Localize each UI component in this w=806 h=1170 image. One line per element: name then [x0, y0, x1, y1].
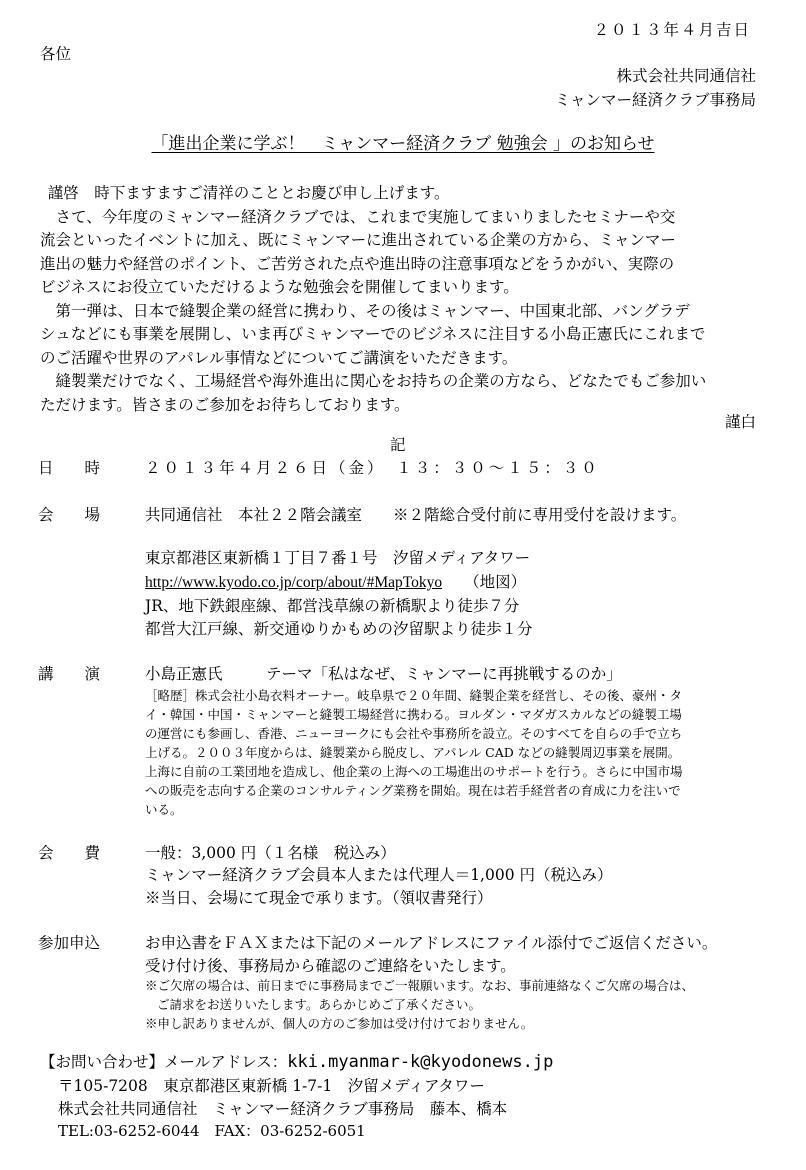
- bio-line: の運営にも参画し、香港、ニューヨークにも会社や事務所を設立。そのすべてを自らの手で立ち: [145, 726, 683, 741]
- para2-line: のご活躍や世界のアパレル事情などについてご講演をいただきます。: [40, 348, 518, 367]
- bio-line: 上げる。２００３年度からは、縫製業から脱皮し、アパレル CAD などの縫製周辺事業を展開。: [145, 745, 681, 760]
- access-line-2: 都営大江戸線、新交通ゆりかもめの汐留駅より徒歩１分: [145, 620, 533, 638]
- para3-line: 縫製業だけでなく、工場経営や海外進出に関心をお持ちの企業の方なら、どなたでもご参加い: [55, 372, 707, 390]
- bio-line: ［略歴］株式会社小島衣料オーナー。岐阜県で２０年間、縫製企業を経営し、その後、豪州・タ: [145, 688, 683, 703]
- para1-line: ビジネスにお役立ていただけるような勉強会を開催してまいります。: [40, 278, 519, 296]
- date-value: ２０１３年４月２６日（金） １３：３０〜１５：３０: [145, 459, 600, 477]
- para3-line: ただけます。皆さまのご参加をお待ちしております。: [40, 395, 410, 414]
- contact-office: 株式会社共同通信社 ミャンマー経済クラブ事務局 藤本、橋本: [58, 1100, 508, 1118]
- apply-label: 参加申込: [38, 934, 101, 952]
- contact-phone-fax: TEL:03-6252-6044 FAX：03-6252-6051: [58, 1122, 366, 1140]
- document-title: 「進出企業に学ぶ！ ミャンマー経済クラブ 勉強会 」のお知らせ: [151, 134, 655, 154]
- lecture-theme: テーマ「私はなぜ、ミャンマーに再挑戦するのか」: [266, 665, 622, 683]
- venue-label: 会 場: [38, 506, 101, 524]
- document-date: ２０１３年４月吉日: [593, 21, 751, 39]
- map-link[interactable]: http://www.kyodo.co.jp/corp/about/#MapTokyo: [145, 574, 443, 591]
- venue-address: 東京都港区東新橋１丁目７番１号 汐留メディアタワー: [145, 549, 531, 567]
- para2-line: シュなどにも事業を展開し、いま再びミャンマーでのビジネスに注目する小島正憲氏にこれまで: [40, 325, 706, 343]
- map-label: （地図）: [464, 573, 527, 591]
- contact-label: 【お問い合わせ】メールアドレス：: [40, 1053, 288, 1071]
- contact-address: 〒105-7208 東京都港区東新橋 1-7-1 汐留メディアタワー: [58, 1077, 485, 1095]
- bio-line: への販売を志向する企業のコンサルティング業務を開始。現在は若手経営者の育成に力を注いで: [145, 783, 681, 798]
- fee-label: 会 費: [38, 844, 101, 862]
- bio-line: いる。: [145, 802, 183, 817]
- contact-row: [40, 1051, 553, 1073]
- date-label: 日 時: [38, 459, 101, 477]
- sender-company: 株式会社共同通信社: [616, 67, 756, 85]
- fee-member: ミャンマー経済クラブ会員本人または代理人＝1,000 円（税込み）: [145, 866, 613, 884]
- letter-body: [40, 182, 770, 417]
- para2-line: 第一弾は、日本で縫製企業の経営に携わり、その後はミャンマー、中国東北部、バングラデ: [55, 301, 690, 320]
- apply-note-3: ※申し訳ありませんが、個人の方のご参加は受け付けておりません。: [145, 1016, 534, 1031]
- sender-office: ミャンマー経済クラブ事務局: [554, 91, 756, 109]
- recipient: 各位: [40, 45, 72, 63]
- greeting: 謹啓 時下ますますご清祥のこととお慶び申し上げます。: [47, 184, 450, 202]
- lecture-label: 講 演: [38, 665, 101, 683]
- venue-value: 共同通信社 本社２２階会議室 ※２階総合受付前に専用受付を設けます。: [145, 506, 687, 524]
- map-row: [145, 572, 526, 593]
- apply-line-2: 受け付け後、事務局から確認のご連絡をいたします。: [145, 957, 516, 975]
- speaker-bio: [145, 686, 765, 819]
- apply-line-1: お申込書をＦＡＸまたは下記のメールアドレスにファイル添付でご返信ください。: [145, 934, 718, 952]
- apply-note-1: ※ご欠席の場合は、前日までに事務局までご一報願います。なお、事前連絡なくご欠席の場合は、: [145, 978, 695, 993]
- fee-general: 一般：3,000 円（１名様 税込み）: [145, 844, 396, 862]
- para1-line: 流会といったイベントに加え、既にミャンマーに進出されている企業の方から、ミャンマー: [40, 231, 676, 249]
- speaker-name: 小島正憲氏: [145, 665, 223, 683]
- para1-line: さて、今年度のミャンマー経済クラブでは、これまで実施してまいりましたセミナーや交: [55, 207, 676, 226]
- bio-line: 上海に自前の工業団地を造成し、他企業の上海への工場進出のサポートを行う。さらに中国市場: [145, 764, 683, 779]
- closing: 謹白: [724, 413, 756, 431]
- fee-note: ※当日、会場にて現金で承ります。（領収書発行）: [145, 889, 493, 907]
- contact-email[interactable]: kki.myanmar-k@kyodonews.jp: [287, 1052, 554, 1072]
- apply-note-2: ご請求をお送りいたします。あらかじめご了承ください。: [157, 997, 482, 1012]
- bio-line: イ・韓国・中国・ミャンマーと縫製工場経営に携わる。ヨルダン・マダガスカルなどの縫製工場: [145, 707, 682, 722]
- para1-line: 進出の魅力や経営のポイント、ご苦労された点や進出時の注意事項などをうかがい、実際の: [40, 254, 675, 273]
- ki-heading: 記: [390, 436, 406, 454]
- access-line-1: JR、地下鉄銀座線、都営浅草線の新橋駅より徒歩７分: [145, 597, 520, 615]
